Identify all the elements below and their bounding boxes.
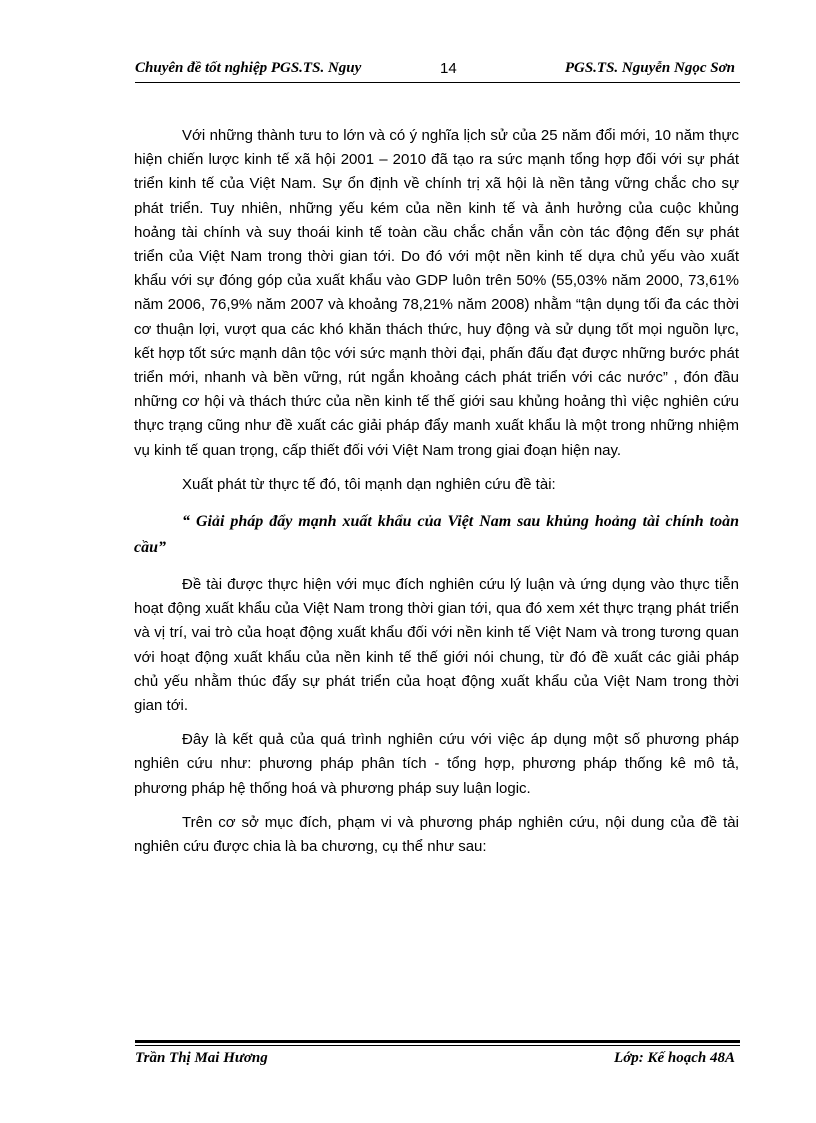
body-paragraph-1: Với những thành tưu to lớn và có ý nghĩa lịch sử của 25 năm đổi mới, 10 năm thực hiện chiến lược kinh tế xã hội 2001 – 2010 đã tạo ra sức mạnh tổng hợp đối với sự phát triển kinh tế của Việt Nam. Sự ổn định về chính trị xã hội là nền tảng vững chắc cho sự phát triển. Tuy nhiên, những yếu kém của nền kinh tế và ảnh hưởng của cuộc khủng hoảng tài chính và suy thoái kinh tế toàn cầu chắc chắn vẫn còn tác động đến sự phát triển của Việt Nam trong thời gian tới. Do đó với một nền kinh tế dựa chủ yếu vào xuất khẩu với sự đóng góp của xuất khẩu vào GDP luôn trên 50% (55,03% năm 2000, 73,61% năm 2006, 76,9% năm 2007 và khoảng 78,21% năm 2008) nhằm “tận dụng tối đa các thời cơ thuận lợi, vượt qua các khó khăn thách thức, huy động và sử dụng tốt mọi nguồn lực, kết hợp tốt sức mạnh dân tộc với sức mạnh thời đại, phấn đấu đạt được những bước phát triển mới, nhanh và bền vững, rút ngắn khoảng cách phát triển với các nước” , đón đầu những cơ hội và thách thức của nền kinh tế thế giới sau khủng hoảng thì việc nghiên cứu thực trạng cũng như đề xuất các giải pháp đẩy manh xuất khẩu là một trong những nhiệm vụ kinh tế quan trọng, cấp thiết đối với Việt Nam trong giai đoạn hiện nay. — [134, 127, 739, 459]
header-left-text: Chuyên đề tốt nghiệp PGS.TS. Nguy — [135, 60, 362, 76]
body-paragraph-3: Đề tài được thực hiện với mục đích nghiên cứu lý luận và ứng dụng vào thực tiễn hoạt động xuất khẩu của Việt Nam trong thời gian tới, qua đó xem xét thực trạng phát triển và vị trí, vai trò của hoạt động xuất khẩu đối với nền kinh tế Việt Nam và trong tương quan với hoạt động xuất khẩu của nền kinh tế thế giới nói chung, từ đó đề xuất các giải pháp chủ yếu nhằm thúc đẩy sự phát triển của hoạt động xuất khẩu của Việt Nam trong thời gian tới. — [134, 576, 739, 715]
page-number: 14 — [440, 60, 457, 77]
footer-rule-thick — [135, 1040, 740, 1043]
header-right-text: PGS.TS. Nguyễn Ngọc Sơn — [564, 60, 735, 76]
page-body — [134, 124, 739, 869]
page-footer — [135, 1050, 740, 1072]
footer-author: Trần Thị Mai Hương — [135, 1050, 268, 1066]
body-paragraph-4: Đây là kết quả của quá trình nghiên cứu với việc áp dụng một số phương pháp nghiên cứu như: phương pháp phân tích - tổng hợp, phương pháp thống kê mô tả, phương pháp hệ thống hoá và phương pháp suy luận logic. — [134, 731, 739, 797]
page-header — [135, 60, 740, 82]
body-paragraph-5: Trên cơ sở mục đích, phạm vi và phương pháp nghiên cứu, nội dung của đề tài nghiên cứu được chia là ba chương, cụ thể như sau: — [134, 813, 739, 856]
body-paragraph-2: Xuất phát từ thực tế đó, tôi mạnh dạn nghiên cứu đề tài: — [182, 475, 556, 493]
footer-rule-thin — [135, 1045, 740, 1046]
header-rule — [135, 82, 740, 83]
footer-class: Lớp: Kế hoạch 48A — [614, 1050, 735, 1066]
thesis-title: “ Giải pháp đẩy mạnh xuất khẩu của Việt Nam sau khủng hoảng tài chính toàn cầu” — [134, 513, 739, 557]
